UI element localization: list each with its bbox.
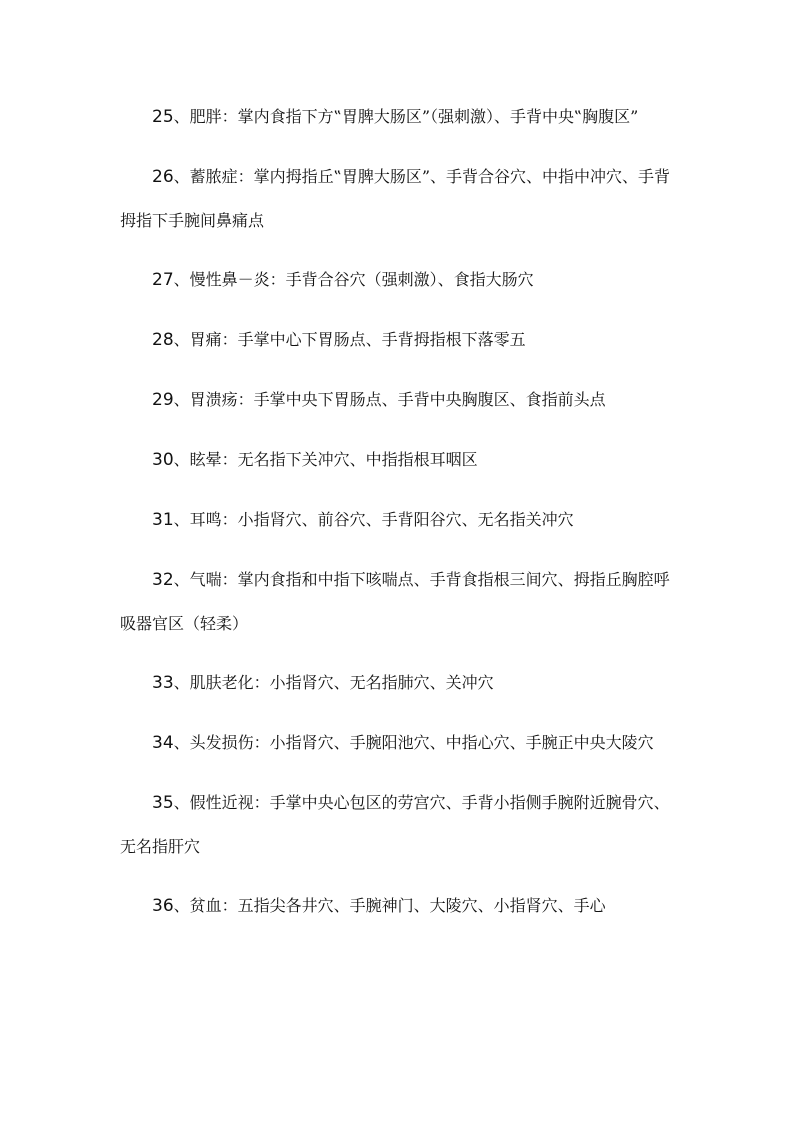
list-item [120,721,680,765]
item-number: 26 [152,167,174,187]
item-number: 33 [152,673,174,693]
item-text: 、胃溃疡：手掌中央下胃肠点、手背中央胸腹区、食指前头点 [173,390,606,409]
list-item [120,318,680,362]
item-text: 、慢性鼻－炎：手背合谷穴（强刺激）、食指大肠穴 [173,270,534,289]
item-number: 32 [152,570,174,590]
item-number: 35 [152,793,174,813]
item-text: 、肌肤老化：小指肾穴、无名指肺穴、关冲穴 [173,673,494,692]
list-item [120,378,680,422]
item-text: 、肥胖：掌内食指下方‟胃脾大肠区”（强刺激）、手背中央‟胸腹区” [173,107,639,126]
item-number: 25 [152,107,174,127]
item-text: 、气喘：掌内食指和中指下咳喘点、手背食指根三间穴、拇指丘胸腔呼吸器官区（轻柔） [120,570,670,633]
list-item [120,558,680,645]
item-number: 36 [152,896,174,916]
list-item [120,155,680,242]
item-number: 30 [152,450,174,470]
list-item [120,661,680,705]
list-item [120,498,680,542]
item-text: 、假性近视：手掌中央心包区的劳宫穴、手背小指侧手腕附近腕骨穴、无名指肝穴 [120,793,670,856]
list-item [120,95,680,139]
item-text: 、蓄脓症：掌内拇指丘‟胃脾大肠区”、手背合谷穴、中指中冲穴、手背拇指下手腕间鼻痛点 [120,167,671,230]
list-item [120,258,680,302]
list-item [120,781,680,868]
list-item [120,438,680,482]
item-number: 29 [152,390,174,410]
item-text: 、贫血：五指尖各井穴、手腕神门、大陵穴、小指肾穴、手心 [173,896,606,915]
item-number: 34 [152,733,174,753]
item-text: 、眩晕：无名指下关冲穴、中指指根耳咽区 [173,450,478,469]
list-item [120,884,680,928]
item-number: 27 [152,270,174,290]
item-text: 、头发损伤：小指肾穴、手腕阳池穴、中指心穴、手腕正中央大陵穴 [173,733,654,752]
document-body [120,95,680,944]
item-number: 31 [152,510,174,530]
item-text: 、胃痛：手掌中心下胃肠点、手背拇指根下落零五 [173,330,526,349]
item-text: 、耳鸣：小指肾穴、前谷穴、手背阳谷穴、无名指关冲穴 [173,510,574,529]
item-number: 28 [152,330,174,350]
